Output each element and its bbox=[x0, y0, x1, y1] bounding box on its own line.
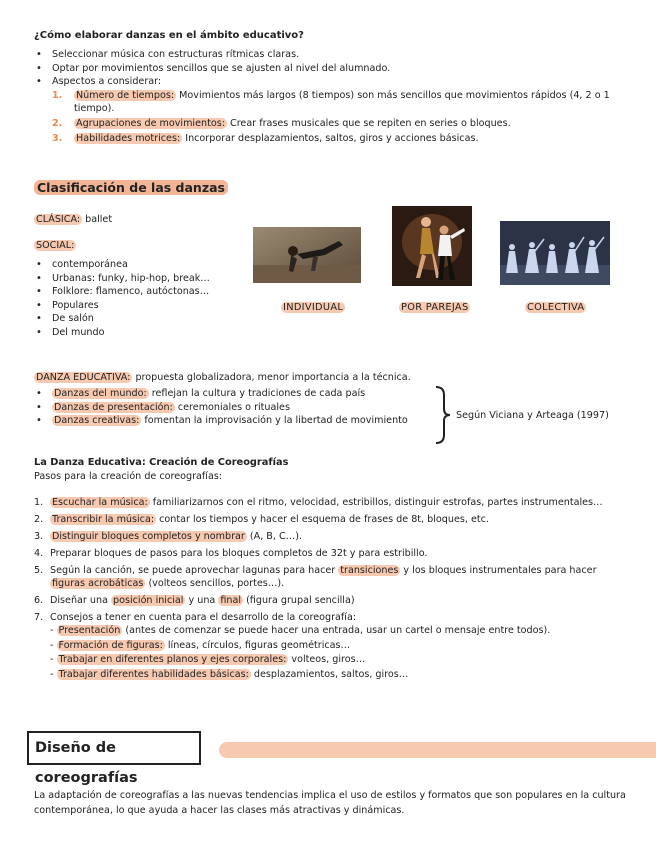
list-item: • Folklore: flamenco, autóctonas… bbox=[34, 285, 254, 299]
tip-item: - Formación de figuras: líneas, círculos, figuras geométricas… bbox=[50, 639, 351, 651]
list-item: • Optar por movimientos sencillos que se ajusten al nivel del alumnado. bbox=[34, 62, 634, 76]
aspects-list bbox=[34, 89, 634, 145]
source-note: Según Viciana y Arteaga (1997) bbox=[456, 410, 609, 421]
list-item: • De salón bbox=[34, 312, 254, 326]
design-paragraph: La adaptación de coreografías a las nuevas tendencias implica el uso de estilos y formatos que son populares en la cultura contemporánea, lo que ayuda a hacer las clases más atractivas y dinámicas. bbox=[34, 790, 626, 816]
step-item: 1. Escuchar la música: familiarizarnos con el ritmo, velocidad, estribillos, distinguir estrofas, partes instrumentales… bbox=[34, 497, 603, 508]
clasica-label: CLÁSICA: bbox=[36, 214, 81, 225]
aspect-item: 1. Número de tiempos: Movimientos más largos (8 tiempos) son más sencillos que movimientos rápidos (4, 2 o 1 tiempo). bbox=[52, 89, 610, 114]
aspect-item: 3. Habilidades motrices: Incorporar desplazamientos, saltos, giros y acciones básicas. bbox=[52, 132, 479, 144]
aspect-item: 2. Agrupaciones de movimientos: Crear frases musicales que se repiten en series o bloques. bbox=[52, 117, 511, 129]
individual-dance-photo bbox=[253, 227, 361, 283]
list-item: • contemporánea bbox=[34, 258, 254, 272]
list-item: • Danzas de presentación: ceremoniales o rituales bbox=[34, 401, 454, 415]
educativa-label: DANZA EDUCATIVA: bbox=[36, 372, 131, 383]
tip-item: - Trabajar en diferentes planos y ejes corporales: volteos, giros… bbox=[50, 654, 366, 665]
list-item: • Danzas creativas: fomentan la improvisación y la libertad de movimiento bbox=[34, 414, 454, 428]
intro-bullets bbox=[34, 48, 634, 89]
caption-individual: INDIVIDUAL bbox=[283, 302, 344, 313]
title-band bbox=[219, 742, 656, 758]
social-list bbox=[34, 258, 254, 339]
list-item: • Danzas del mundo: reflejan la cultura y tradiciones de cada país bbox=[34, 387, 454, 401]
step-item: 2. Transcribir la música: contar los tiempos y hacer el esquema de frases de 8t, bloques, etc. bbox=[34, 514, 489, 525]
section-title-classification: Clasificación de las danzas bbox=[34, 180, 228, 195]
caption-pairs: POR PAREJAS bbox=[401, 302, 469, 313]
design-title: Diseño de coreografías bbox=[27, 731, 201, 765]
step-item: 3. Distinguir bloques completos y nombrar (A, B, C…). bbox=[34, 531, 303, 542]
curly-brace-icon bbox=[432, 385, 452, 445]
list-item: • Seleccionar música con estructuras rítmicas claras. bbox=[34, 48, 634, 62]
aspect-label: Agrupaciones de movimientos: bbox=[76, 117, 225, 129]
clasica-line: CLÁSICA: ballet bbox=[36, 214, 113, 225]
step-item: 7. Consejos a tener en cuenta para el desarrollo de la coreografía: - Presentación (antes de comenzar se puede hacer una entrada, usar un cartel o mensaje entre todos). - Formación de figuras: líneas, círculos, figuras geométricas… - Trabajar en diferentes planos y ejes corporales: volteos, giros… - Trabajar diferentes habilidades básicas: desplazamientos, saltos, giros… bbox=[34, 611, 634, 682]
list-item: • Del mundo bbox=[34, 326, 254, 340]
educativa-line: DANZA EDUCATIVA: propuesta globalizadora, menor importancia a la técnica. bbox=[36, 372, 411, 383]
list-item: • Aspectos a considerar: bbox=[34, 75, 634, 89]
aspect-label: Número de tiempos: bbox=[76, 89, 175, 101]
list-item: • Populares bbox=[34, 299, 254, 313]
step-item: 6. Diseñar una posición inicial y una final (figura grupal sencilla) bbox=[34, 595, 355, 606]
intro-section bbox=[34, 48, 634, 147]
list-item: • Urbanas: funky, hip-hop, break… bbox=[34, 272, 254, 286]
couple-dance-photo bbox=[392, 206, 472, 286]
aspect-label: Habilidades motrices: bbox=[76, 132, 181, 144]
social-label: SOCIAL: bbox=[36, 240, 75, 251]
intro-title: ¿Cómo elaborar danzas en el ámbito educativo? bbox=[34, 30, 304, 41]
coreografias-subtitle: Pasos para la creación de coreografías: bbox=[34, 471, 223, 482]
steps-list bbox=[34, 496, 634, 686]
educativa-list bbox=[34, 387, 454, 428]
group-dance-photo bbox=[500, 221, 610, 285]
step-item: 5. Según la canción, se puede aprovechar lagunas para hacer transiciones y los bloques instrumentales para hacer figuras acrobáticas (volteos sencillos, portes…). bbox=[34, 565, 597, 589]
tip-item: - Presentación (antes de comenzar se puede hacer una entrada, usar un cartel o mensaje entre todos). bbox=[50, 625, 551, 636]
coreografias-title: La Danza Educativa: Creación de Coreografías bbox=[34, 457, 289, 468]
step-item: 4. Preparar bloques de pasos para los bloques completos de 32t y para estribillo. bbox=[34, 548, 428, 559]
caption-collective: COLECTIVA bbox=[527, 302, 585, 313]
tip-item: - Trabajar diferentes habilidades básicas: desplazamientos, saltos, giros… bbox=[50, 668, 409, 680]
